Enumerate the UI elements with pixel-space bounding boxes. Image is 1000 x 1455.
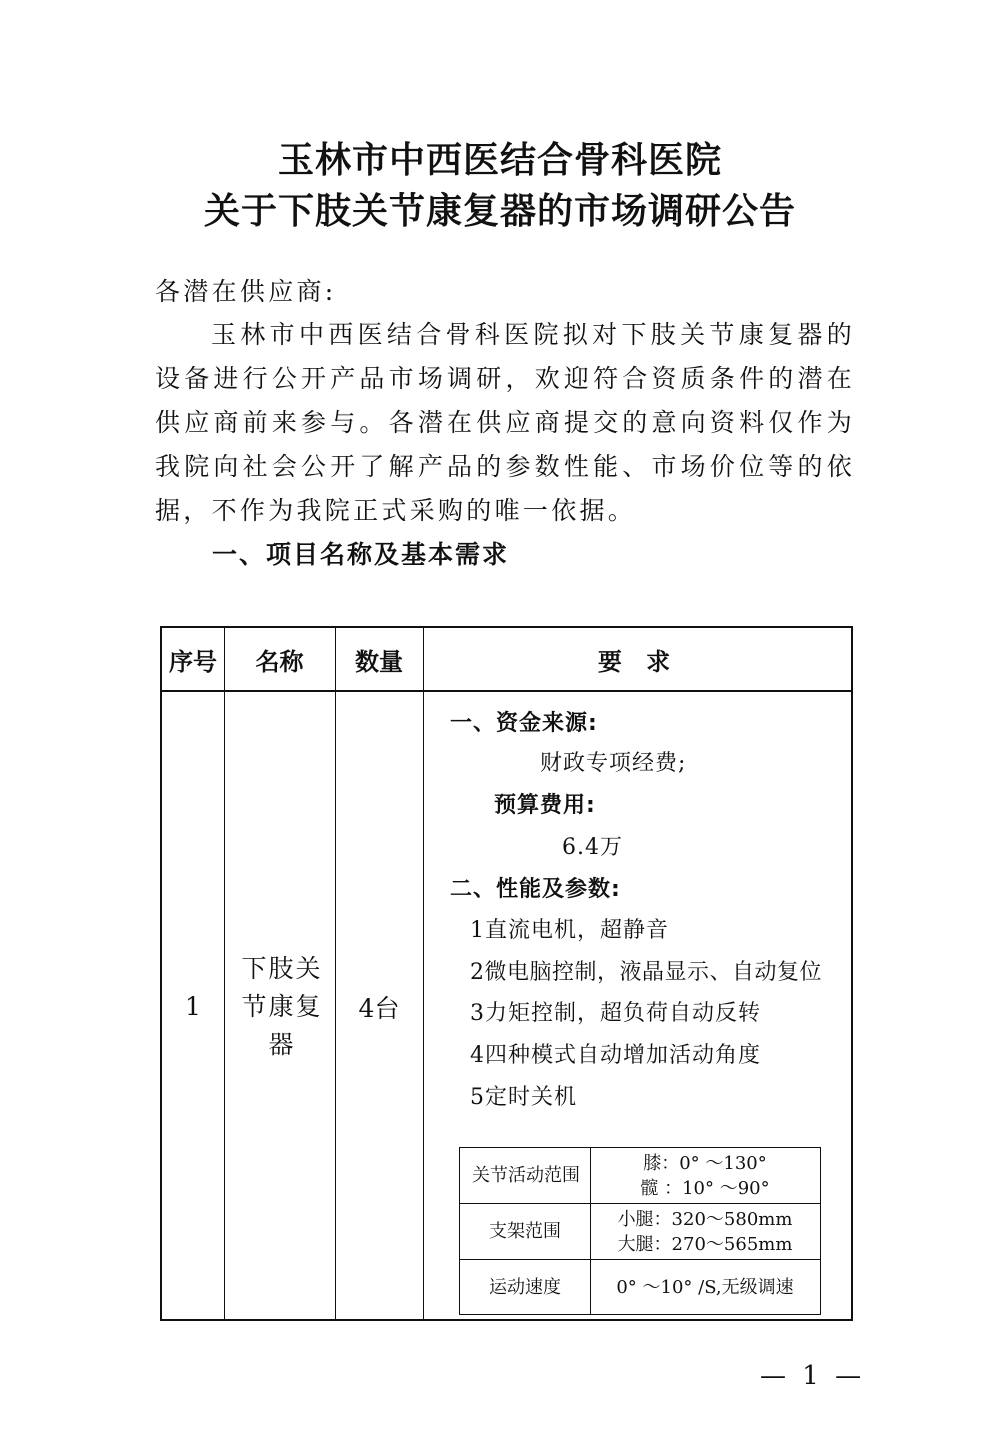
- row-quantity: 4台: [358, 993, 400, 1023]
- spec-value: 大腿：270～565mm: [617, 1233, 793, 1255]
- spec-item: 3力矩控制，超负荷自动反转: [470, 1001, 761, 1026]
- table-column-divider: [423, 628, 424, 1319]
- table-column-divider: [224, 628, 225, 1319]
- spec-value-cell: [591, 1204, 819, 1259]
- page-number: — 1 —: [760, 1361, 866, 1391]
- document-title-line-2: 关于下肢关节康复器的市场调研公告: [203, 191, 796, 232]
- spec-label: 支架范围: [489, 1221, 561, 1242]
- spec-item: 2微电脑控制，液晶显示、自动复位: [470, 960, 822, 985]
- spec-item: 1直流电机，超静音: [470, 918, 669, 943]
- funding-value: 财政专项经费;: [540, 751, 687, 776]
- spec-label: 关节活动范围: [472, 1165, 580, 1186]
- spec-value: 0° ～10° /S,无级调速: [616, 1276, 794, 1298]
- requirements-table: [160, 626, 853, 1321]
- intro-paragraph: 玉林市中西医结合骨科医院拟对下肢关节康复器的设备进行公开产品市场调研，欢迎符合资质条件的潜在供应商前来参与。各潜在供应商提交的意向资料仅作为我院向社会公开了解产品的参数性能、市场价位等的依据，不作为我院正式采购的唯一依据。: [155, 320, 855, 525]
- spec-value: 膝：0° ～130°: [643, 1152, 767, 1174]
- funding-heading: 一、资金来源:: [450, 711, 598, 736]
- spec-item: 5定时关机: [470, 1085, 577, 1110]
- header-requirements: 要 求: [597, 647, 679, 676]
- salutation: 各潜在供应商:: [155, 277, 337, 306]
- row-index: 1: [185, 992, 201, 1021]
- spec-value: 髋 ：10° ～90°: [640, 1177, 770, 1199]
- spec-label: 运动速度: [489, 1276, 561, 1298]
- budget-heading: 预算费用:: [494, 793, 596, 818]
- budget-value: 6.4万: [562, 835, 623, 860]
- spec-item: 4四种模式自动增加活动角度: [470, 1043, 761, 1068]
- header-index: 序号: [169, 647, 217, 676]
- row-name: 下肢关节康复器: [241, 953, 323, 1059]
- spec-value: 小腿：320～580mm: [617, 1208, 793, 1230]
- section-heading: 一、项目名称及基本需求: [212, 540, 510, 569]
- spec-value-cell: [591, 1260, 819, 1314]
- header-quantity: 数量: [355, 647, 403, 676]
- spec-value-cell: [591, 1148, 819, 1203]
- spec-table: [459, 1147, 821, 1315]
- document-title-line-1: 玉林市中西医结合骨科医院: [277, 140, 722, 181]
- header-name: 名称: [255, 647, 304, 676]
- performance-heading: 二、性能及参数:: [450, 877, 621, 902]
